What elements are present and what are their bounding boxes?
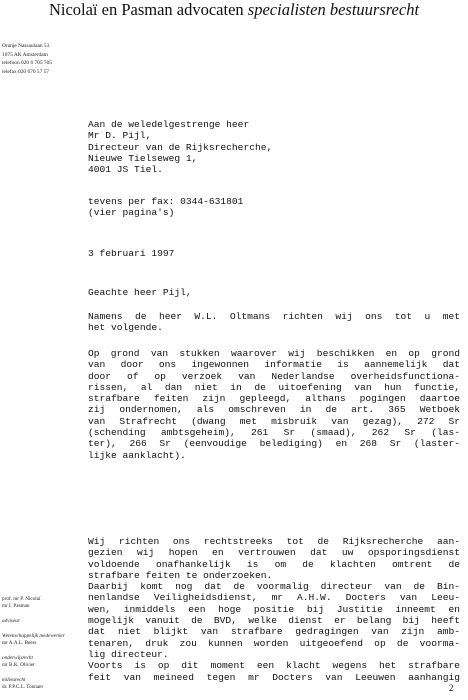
partner-name: dr. P.P.C.L. Tonnaer — [2, 684, 44, 690]
body-line: mogelijk vanuit de BVD, welke dienst er belang bij heeft — [88, 615, 460, 627]
body-line: van Strafrecht (dwang met misbruik van gezag), 272 Sr — [88, 415, 460, 427]
partner-group — [2, 596, 65, 610]
body-line: ter), 266 Sr (eenvoudige belediging) en 268 Sr (laster- — [88, 438, 460, 450]
firm-name: Nicolaï en Pasman advocaten — [48, 0, 244, 19]
partner-name: prof. mr P. Nicolaï — [2, 596, 41, 602]
body-line: het volgende. — [88, 322, 163, 334]
paragraph-2 — [88, 348, 460, 461]
partner-group-label: milieurecht — [2, 677, 26, 683]
body-line: feit van meineed tegen mr Docters van Leeuwen aanhangig — [88, 671, 460, 683]
body-line: gezien wij hopen en vertrouwen dat uw opsporingsdienst — [88, 547, 460, 559]
body-line: dat niet blijkt van strafbare gedragingen van zijn amb- — [88, 626, 460, 638]
address-line: Oranje Nassaulaan 53 — [2, 43, 50, 49]
partner-group — [2, 633, 65, 647]
body-line: (schending ambtsgeheim), 261 Sr (smaad), 262 Sr (las- — [88, 427, 460, 439]
recipient-line: Directeur van de Rijksrecherche, — [88, 141, 273, 153]
body-line: zij ondernomen, als omschreven in de art. 365 Wetboek — [88, 404, 460, 416]
body-line: lig directeur. — [88, 648, 169, 660]
recipient-line: Mr D. Pijl, — [88, 130, 152, 142]
body-line: Voorts is op dit moment een klacht wegens het strafbare — [88, 660, 460, 672]
partner-group — [2, 618, 65, 625]
partner-list — [2, 596, 65, 699]
body-line: wen, inmiddels een hoge positie bij Justitie inneemt en — [88, 603, 460, 615]
fax-pages: (vier pagina's) — [88, 207, 175, 219]
partner-name: mr B.K. Olivier — [2, 662, 35, 668]
body-line: van door ons ingewonnen informatie is aannemelijk dat — [88, 359, 460, 371]
paragraph-1 — [88, 311, 460, 334]
firm-address — [2, 42, 52, 76]
body-line: lijke aanklacht). — [88, 449, 186, 461]
partner-name: mr A.A.L. Beers — [2, 640, 37, 646]
body-line: rissen, al dan niet in de uitoefening van hun functie, — [88, 381, 460, 393]
partner-group — [2, 677, 65, 691]
partner-group-label: adviseur — [2, 618, 20, 624]
page-number: 2 — [449, 683, 454, 693]
partner-name: mr I. Pasman — [2, 603, 30, 609]
firm-tagline: specialisten bestuursrecht — [247, 0, 420, 19]
body-line: Op grond van stukken waarover wij beschikken en op grond — [88, 348, 460, 359]
recipient-line: Nieuwe Tielseweg 1, — [88, 152, 198, 164]
recipient-line: Aan de weledelgestrenge heer — [88, 119, 250, 130]
body-line: Wij richten ons rechtstreeks tot de Rijksrecherche aan- — [88, 536, 460, 547]
fax-line: tevens per fax: 0344-631801 — [88, 196, 244, 207]
salutation — [88, 287, 460, 298]
recipient-line: 4001 JS Tiel. — [88, 164, 163, 176]
salutation-text: Geachte heer Pijl, — [88, 287, 192, 298]
body-line: strafbare feiten zijn gepleegd, althans pogingen daartoe — [88, 393, 460, 405]
paragraph-3 — [88, 536, 460, 683]
body-line: strafbare feiten te onderzoeken. — [88, 569, 273, 581]
partner-group — [2, 655, 65, 669]
body-line: voldoende onafhankelijk is om de klachten omtrent de — [88, 558, 460, 570]
body-line: tenaren, druk zou kunnen worden uitgeoefend op de voorma- — [88, 637, 460, 649]
address-line: 1075 AK Amsterdam — [2, 51, 48, 58]
body-line: Daarbij komt nog dat de voormalig directeur van de Bin- — [88, 581, 460, 593]
recipient-block — [88, 119, 460, 175]
body-line: Namens de heer W.L. Oltmans richten wij ons tot u met — [88, 311, 460, 322]
body-line: door of op verzoek van Nederlandse overheidsfunctiona- — [88, 370, 460, 382]
letterhead — [0, 0, 468, 20]
partner-group-label: onderwijsrecht — [2, 655, 33, 661]
address-line: telefax 020 670 57 57 — [2, 68, 50, 75]
partner-group-label: Wetenschappelijk medewerker — [2, 633, 65, 639]
body-line: nenlandse Veiligheidsdienst, mr A.H.W. Docters van Leeu- — [88, 592, 460, 604]
address-line: telefoon 020 6 705 705 — [2, 60, 53, 66]
letter-date — [88, 248, 460, 259]
fax-notice — [88, 196, 460, 219]
date-text: 3 februari 1997 — [88, 248, 175, 259]
